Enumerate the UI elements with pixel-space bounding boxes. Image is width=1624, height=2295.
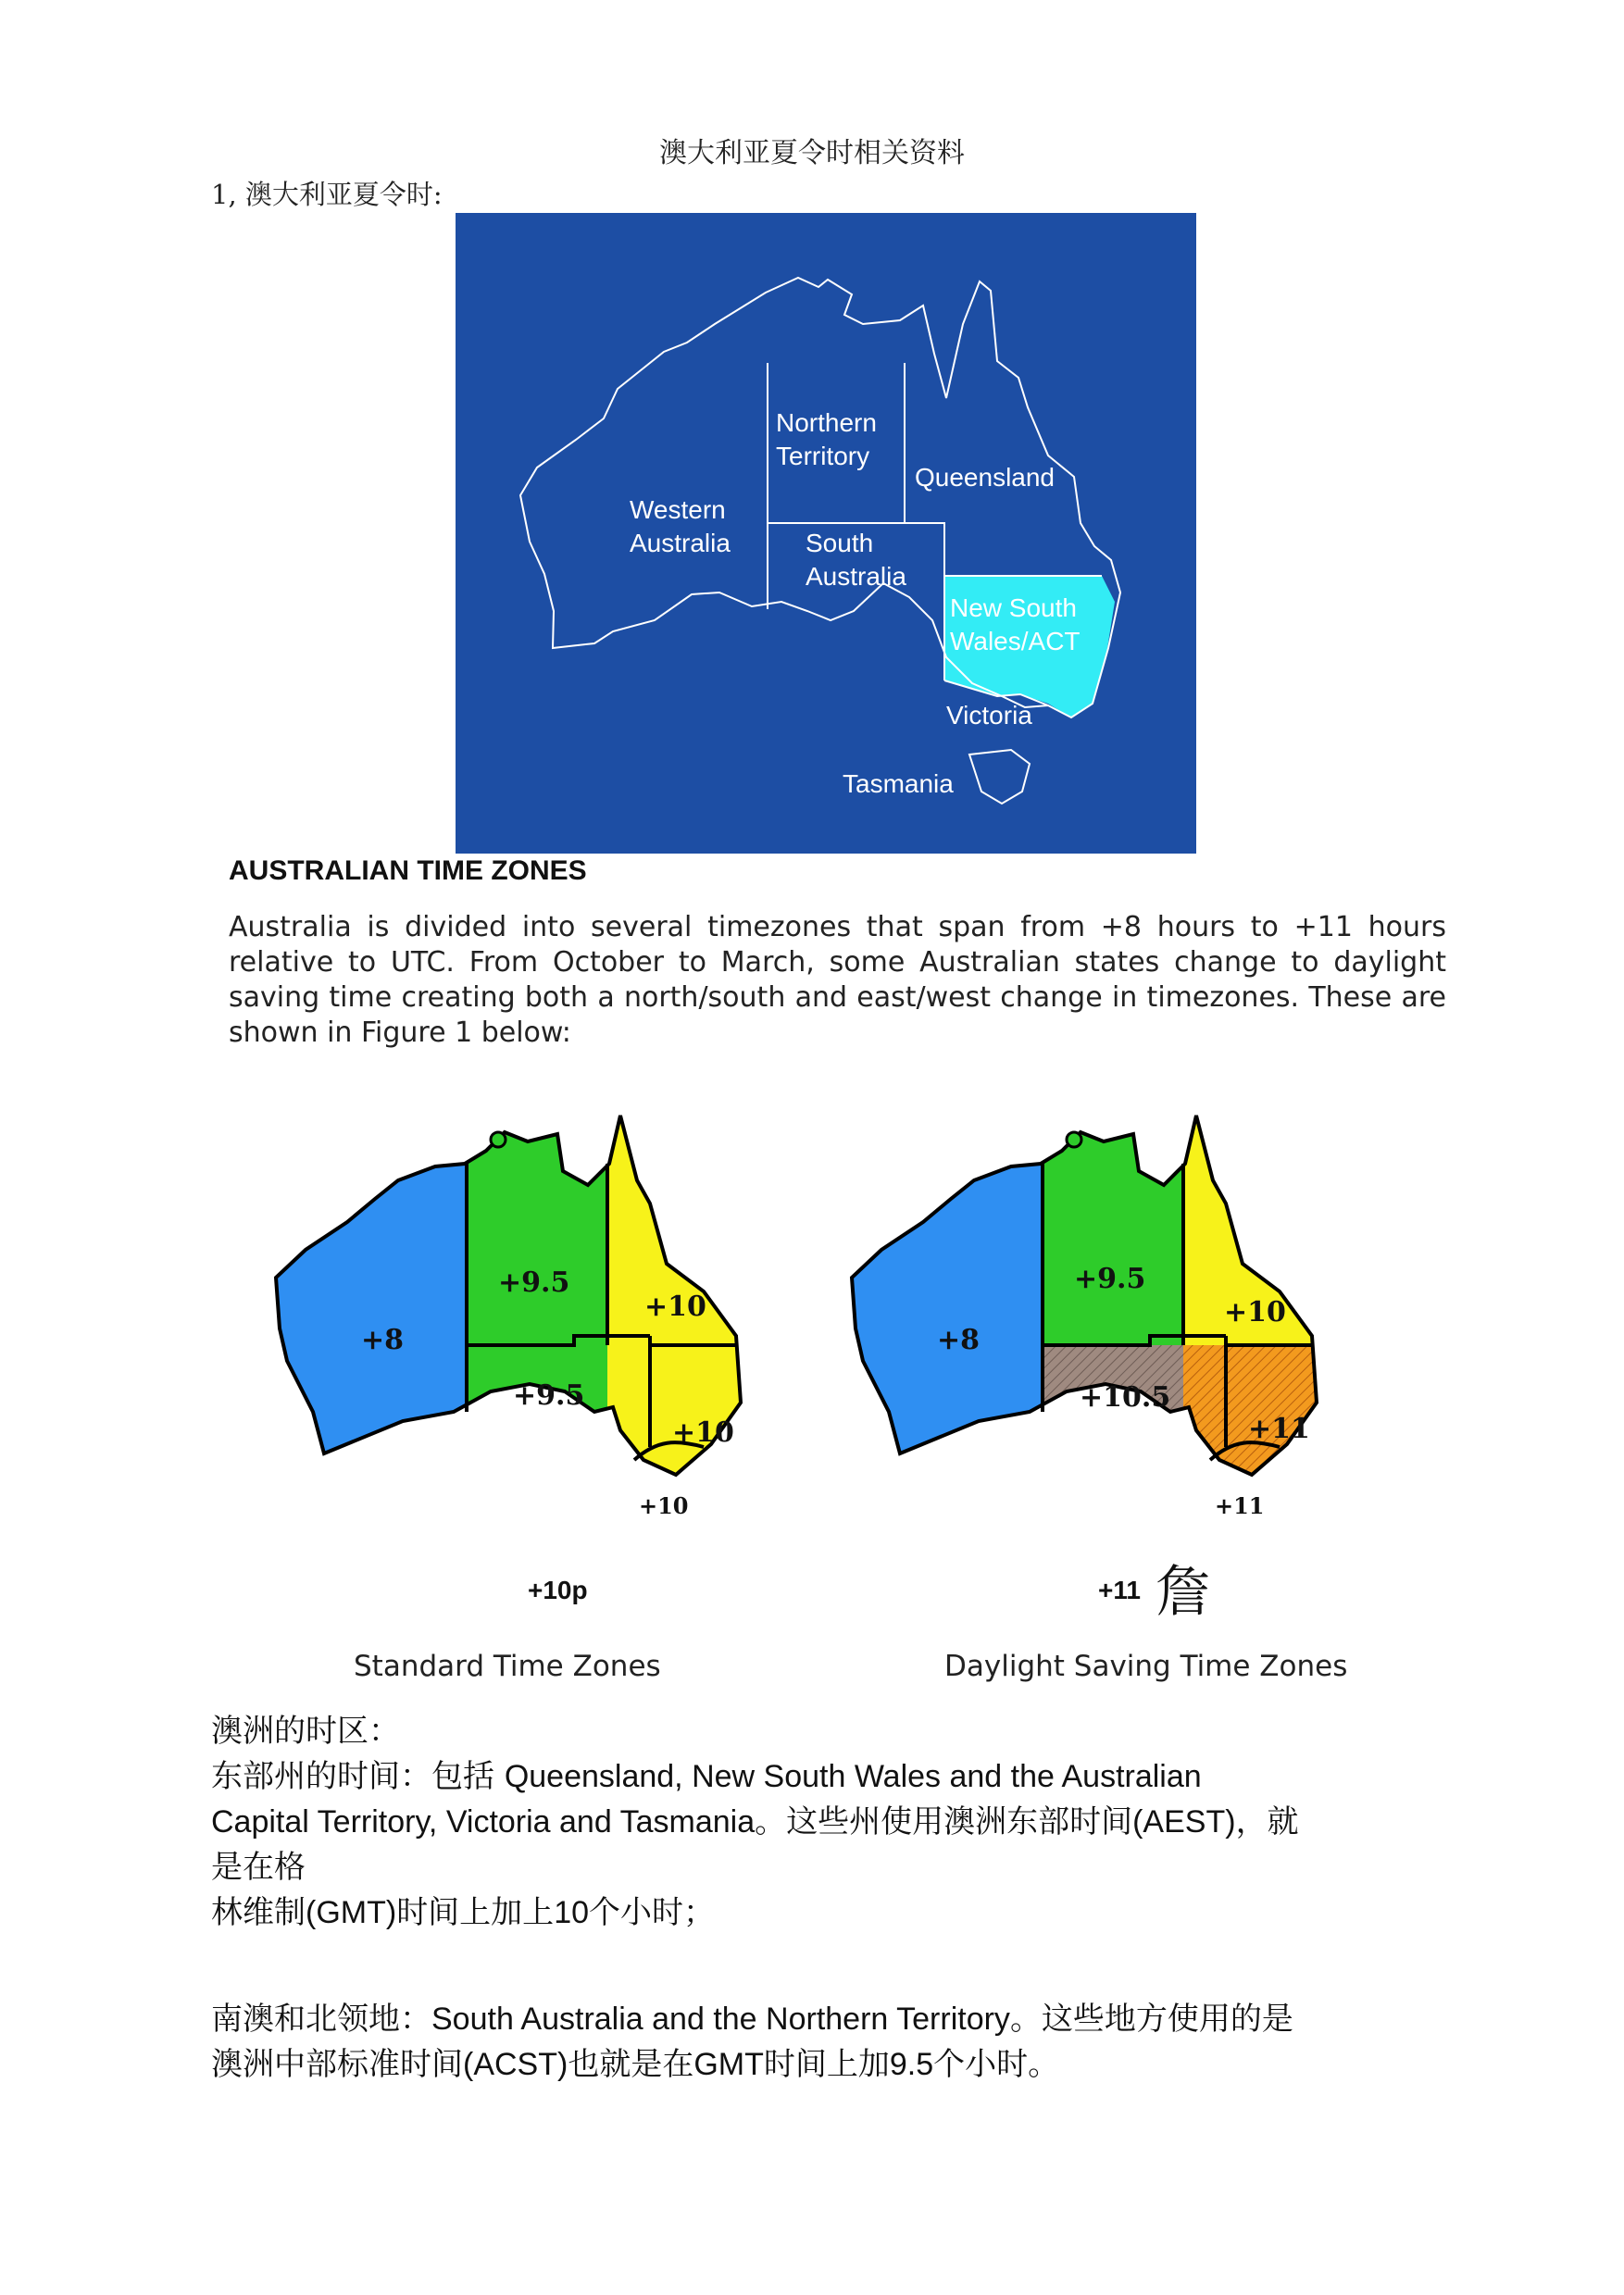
label-qld: Queensland [915,463,1056,492]
zh-para-2-line-2 [211,2042,1452,2088]
standard-time-map [269,1106,843,1560]
dst-label-qld: +10 [1224,1296,1286,1328]
zh-p2-e: (AEST) [1132,1804,1236,1840]
label-vic: Victoria [946,701,1032,730]
std-zone-sa [467,1345,607,1495]
section-1-label: 1, 澳大利亚夏令时: [211,179,443,210]
time-zones-paragraph: Australia is divided into several timezones that span from +8 hours to +11 hours relative to UTC. From October to March, some Australian states change to daylight saving time creating both a north/south and east/west change in timezones. These are shown in Figure 1 below: [229,911,1446,1049]
dst-label-sa: +10.5 [1080,1381,1171,1414]
daylight-time-map [844,1106,1418,1560]
time-zones-heading: AUSTRALIAN TIME ZONES [229,855,587,886]
std-zone-nt [467,1106,607,1345]
zh-block-1 [211,1709,1452,1936]
label-wa-2: Australia [630,529,731,557]
zh-para-1-line-4 [211,1890,1452,1936]
std-label-wa: +8 [361,1324,405,1356]
document-title: 澳大利亚夏令时相关资料 [659,137,965,169]
standard-time-svg [269,1106,843,1560]
zh-p2-a: 东部州的时间：包括 [211,1758,505,1795]
label-nt-1: Northern [776,408,877,437]
zh-p3-b: (GMT) [306,1895,397,1930]
zh-heading: 澳洲的时区： [211,1713,400,1750]
zh-p4-e: (ACST) [463,2047,568,2082]
zh-p3-a: 林维制 [211,1894,306,1931]
zh-p4-j: 个小时。 [933,2046,1060,2083]
dst-label-wa: +8 [937,1324,981,1356]
label-sa-2: Australia [806,562,906,591]
zh-p2-b: Queensland, New South Wales and the Australian [504,1759,1202,1794]
zh-p4-i: 9.5 [889,2047,934,2082]
std-label-qld: +10 [644,1291,706,1323]
std-label-sa: +9.5 [513,1379,585,1412]
label-nsw-2: Wales/ACT [950,627,1081,655]
label-nsw-1: New South [950,593,1077,622]
zh-p2-d: 。这些州使用澳洲东部时间 [755,1803,1133,1840]
zh-p2-f: ，就 [1235,1803,1299,1840]
australia-states-svg [456,213,1196,854]
std-label-nt: +9.5 [498,1266,570,1299]
zh-p3-d: 10 [554,1895,590,1930]
label-nt-2: Territory [776,442,870,470]
daylight-sub-glyph: 詹 [1156,1560,1211,1625]
zh-p4-c: 。这些地方使用的是 [1009,2001,1293,2038]
label-sa-1: South [806,529,874,557]
zh-para-1-line-3: 是在格 [211,1849,306,1886]
daylight-caption: Daylight Saving Time Zones [944,1650,1348,1683]
std-label-vic: +10 [639,1492,689,1519]
zh-para-2-line-1 [211,1997,1452,2042]
zh-para-1-line-1 [211,1754,1452,1800]
zh-p4-f: 也就是在 [568,2046,694,2083]
daylight-sub-label: +11 [1098,1576,1141,1604]
zh-p4-g: GMT [693,2047,764,2082]
standard-sub-label: +10p [528,1576,588,1604]
australia-states-map [456,213,1196,854]
dst-zone-nt [1043,1106,1183,1345]
dst-label-vic: +11 [1215,1492,1265,1519]
zh-para-1-line-2 [211,1800,1452,1845]
zh-p3-e: 个小时； [589,1894,716,1931]
zh-p4-b: South Australia and the Northern Territory [431,2002,1010,2037]
dst-label-nt: +9.5 [1074,1263,1146,1295]
zh-p2-c: Capital Territory, Victoria and Tasmania [211,1804,756,1840]
zh-p4-a: 南澳和北领地： [211,2001,431,2038]
daylight-time-svg [844,1106,1418,1560]
dst-label-nsw: +11 [1248,1413,1310,1445]
zh-p3-c: 时间上加上 [396,1894,555,1931]
std-island [491,1132,506,1147]
dst-island [1067,1132,1081,1147]
zh-p4-h: 时间上加 [763,2046,890,2083]
zh-block-2 [211,1997,1452,2088]
dst-zone-sa [1043,1345,1183,1495]
label-tas: Tasmania [843,769,954,798]
std-label-nsw: +10 [672,1416,734,1449]
zh-p4-d: 澳洲中部标准时间 [211,2046,463,2083]
label-wa-1: Western [630,495,726,524]
standard-caption: Standard Time Zones [354,1650,661,1683]
